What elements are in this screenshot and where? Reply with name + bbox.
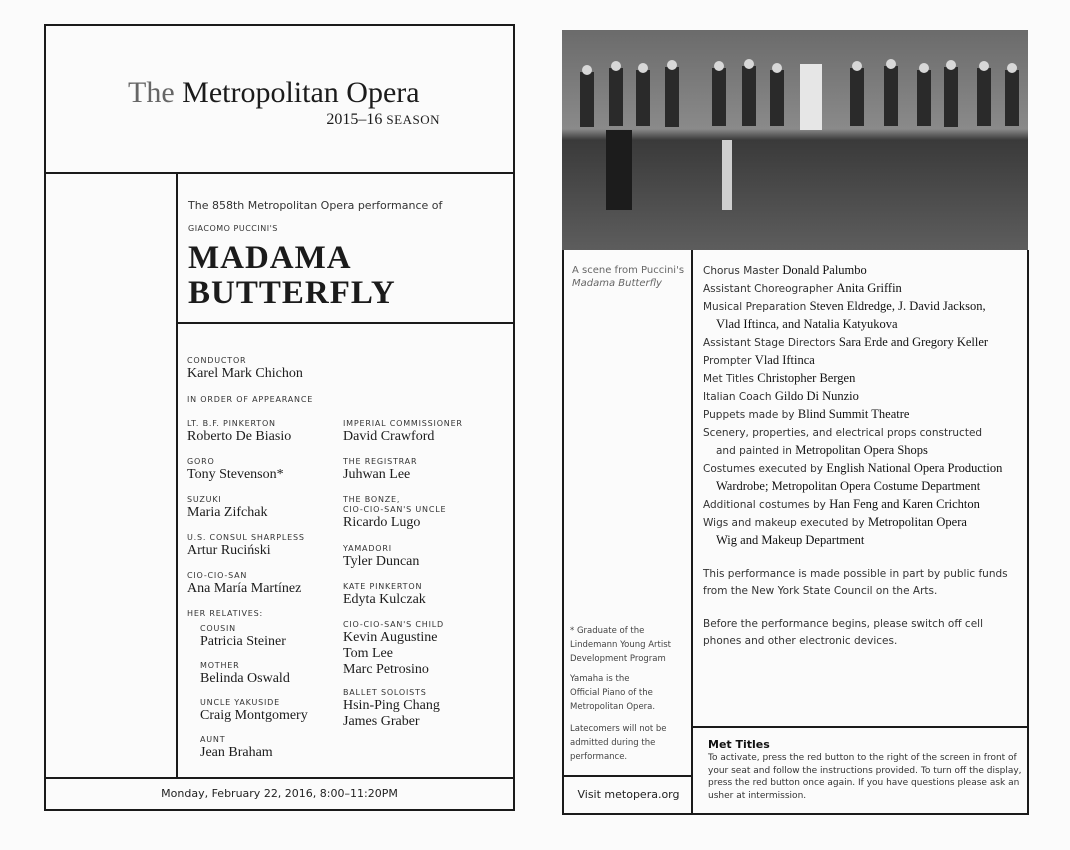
cast-entry: BALLET SOLOISTS Hsin-Ping Chang James Graber <box>343 688 440 729</box>
website-link[interactable]: Visit metopera.org <box>564 775 693 813</box>
masthead <box>46 26 513 174</box>
latecomers-note: Latecomers will not be admitted during the performance. <box>570 724 667 762</box>
cast-entry: THE BONZE, CIO-CIO-SAN'S UNCLE Ricardo Lugo <box>343 495 447 530</box>
cast-entry: IMPERIAL COMMISSIONER David Crawford <box>343 419 463 444</box>
stage-scene-image <box>562 30 1028 250</box>
cast-list <box>187 356 507 771</box>
performance-date: Monday, February 22, 2016, 8:00–11:20PM <box>46 777 513 809</box>
public-funds-notice: This performance is made possible in part by public funds from the New York State Council on the Arts. <box>703 568 1008 597</box>
credit-line: Chorus Master Donald Palumbo <box>703 263 867 277</box>
production-credits <box>703 262 1023 650</box>
credit-line: Prompter Vlad Iftinca <box>703 353 815 367</box>
cast-entry: KATE PINKERTON Edyta Kulczak <box>343 582 426 607</box>
cast-entry: CIO-CIO-SAN'S CHILD Kevin Augustine Tom Lee Marc Petrosino <box>343 620 444 677</box>
opera-title: MADAMA BUTTERFLY <box>188 240 396 311</box>
credit-line: Costumes executed by English National Opera Production <box>703 461 1003 475</box>
met-titles-box <box>693 726 1029 813</box>
credit-line: Wardrobe; Metropolitan Opera Costume Department <box>716 479 981 493</box>
program-cast-page <box>44 24 515 811</box>
met-opera-wordmark: The Metropolitan Opera <box>128 76 420 109</box>
credit-line: Puppets made by Blind Summit Theatre <box>703 407 910 421</box>
credit-line: Wig and Makeup Department <box>716 533 865 547</box>
credit-line: Italian Coach Gildo Di Nunzio <box>703 389 859 403</box>
cast-entry: THE REGISTRAR Juhwan Lee <box>343 457 418 482</box>
relatives-label: HER RELATIVES: <box>187 609 264 618</box>
credit-line: Musical Preparation Steven Eldredge, J. David Jackson, <box>703 299 986 313</box>
cast-entry: COUSIN Patricia Steiner <box>200 624 286 649</box>
graduate-note: * Graduate of the Lindemann Young Artist Development Program <box>570 626 671 664</box>
credit-line: Additional costumes by Han Feng and Karen Crichton <box>703 497 980 511</box>
program-credits-page <box>562 30 1029 815</box>
cast-entry: AUNT Jean Braham <box>200 735 273 760</box>
cast-entry: CIO-CIO-SAN Ana María Martínez <box>187 571 302 596</box>
cast-entry: YAMADORI Tyler Duncan <box>343 544 420 569</box>
credit-line: Assistant Choreographer Anita Griffin <box>703 281 902 295</box>
cast-entry: MOTHER Belinda Oswald <box>200 661 290 686</box>
credit-line: Wigs and makeup executed by Metropolitan Opera <box>703 515 967 529</box>
season-label: 2015–16 SEASON <box>326 111 440 128</box>
credits-box <box>562 250 1029 815</box>
cast-entry: SUZUKI Maria Zifchak <box>187 495 268 520</box>
phones-notice: Before the performance begins, please switch off cell phones and other electronic devices. <box>703 618 983 647</box>
cast-entry: GORO Tony Stevenson* <box>187 457 284 482</box>
yamaha-note: Yamaha is the Official Piano of the Metropolitan Opera. <box>570 674 656 712</box>
cast-entry: LT. B.F. PINKERTON Roberto De Biasio <box>187 419 292 444</box>
title-block <box>178 174 513 324</box>
order-label: IN ORDER OF APPEARANCE <box>187 395 314 404</box>
photo-caption: A scene from Puccini's Madama Butterfly <box>572 265 685 289</box>
cast-entry: UNCLE YAKUSIDE Craig Montgomery <box>200 698 308 723</box>
met-titles-instructions: To activate, press the red button to the right of the screen in front of your seat and follow the instructions provided. To turn off the display, press the red button once again. If you have questions please ask an usher at intermission. <box>708 753 1022 801</box>
performance-count-line: The 858th Metropolitan Opera performance of <box>188 199 443 212</box>
composer-line: GIACOMO PUCCINI'S <box>188 224 278 233</box>
met-titles-heading: Met Titles <box>708 738 770 751</box>
cast-entry: U.S. CONSUL SHARPLESS Artur Ruciński <box>187 533 305 558</box>
credit-line: Scenery, properties, and electrical props constructed <box>703 427 983 439</box>
credit-line: Assistant Stage Directors Sara Erde and Gregory Keller <box>703 335 989 349</box>
credit-line: Met Titles Christopher Bergen <box>703 371 856 385</box>
credit-line: Vlad Iftinca, and Natalia Katyukova <box>716 317 898 331</box>
conductor-entry: CONDUCTOR Karel Mark Chichon <box>187 356 303 381</box>
production-photo <box>562 30 1028 250</box>
credit-line: and painted in Metropolitan Opera Shops <box>716 443 928 457</box>
